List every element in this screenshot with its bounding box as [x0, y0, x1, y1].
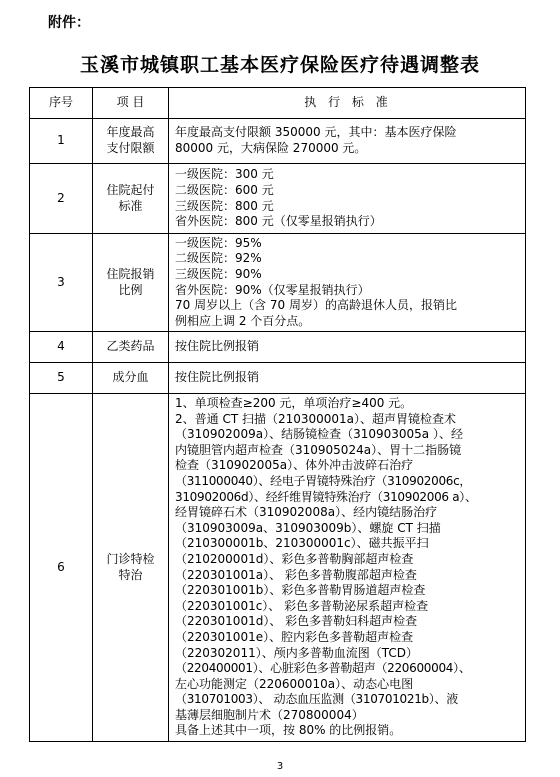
table-header-row — [30, 88, 526, 119]
row-item: 住院起付标准 — [106, 182, 155, 213]
header-item: 项 目 — [93, 88, 169, 119]
row-standard: 1、单项检查≥200 元，单项治疗≥400 元。 2、普通 CT 扫描（210300001a）、超声胃镜检查术 （310902009a）、结肠镜检查（310903005a ）、经 内镜胆管内超声检查（310905024a）、胃十二指肠镜 检查（310902005a）、体外冲击波碎石治疗 （311000040）、经电子胃镜特殊治疗（310902006c， 310902006d）、经纤维胃镜特殊治疗（310902006 a）、 经胃镜碎石术（310902008a）、经内镜结肠治疗 （310903009a、310903009b）、螺旋 CT 扫描 （210300001b、210300001c）、磁共振平扫 （210200001d）、彩色多普勒胸部超声检查 （220301001a）、 彩色多普勒腹部超声检查 （220301001b）、彩色多普勒胃肠道超声检查 （220301001c）、 彩色多普勒泌尿系超声检查 （220301001d）、 彩色多普勒妇科超声检查 （220301001e）、腔内彩色多普勒超声检查 （220302011）、颅内多普勒血流图（TCD） （220400001）、心脏彩色多普勒超声（220600004）、 左心功能测定（220600010a）、动态心电图 （310701003）、 动态血压监测（310701021b）、液 基薄层细胞制片术（270800004） 具备上述其中一项，按 80% 的比例报销。 — [169, 394, 526, 742]
row-item: 住院报销比例 — [106, 266, 155, 297]
header-standard: 执 行 标 准 — [169, 88, 526, 119]
table-row — [30, 164, 526, 234]
row-no: 3 — [30, 234, 93, 332]
row-standard: 一级医院：300 元 二级医院：600 元 三级医院：800 元 省外医院：800 元（仅零星报销执行） — [169, 164, 526, 234]
row-item: 成分血 — [93, 363, 169, 394]
row-item: 年度最高支付限额 — [106, 125, 155, 155]
row-no: 4 — [30, 332, 93, 363]
table-row — [30, 363, 526, 394]
row-no: 6 — [30, 394, 93, 742]
row-no: 2 — [30, 164, 93, 234]
table-row — [30, 394, 526, 742]
annex-label: 附件： — [48, 15, 90, 31]
row-standard: 一级医院：95% 二级医院：92% 三级医院：90% 省外医院：90%（仅零星报销执行） 70 周岁以上（含 70 周岁）的高龄退休人员，报销比 例相应上调 2 个百分点。 — [169, 234, 526, 332]
row-no: 5 — [30, 363, 93, 394]
table-row — [30, 119, 526, 164]
row-item: 门诊特检特治 — [106, 551, 155, 582]
header-no: 序号 — [30, 88, 93, 119]
table-row — [30, 234, 526, 332]
table-row — [30, 332, 526, 363]
row-standard: 按住院比例报销 — [169, 363, 526, 394]
row-item: 乙类药品 — [93, 332, 169, 363]
document-title: 玉溪市城镇职工基本医疗保险医疗待遇调整表 — [79, 54, 480, 76]
row-no: 1 — [30, 119, 93, 164]
row-standard: 按住院比例报销 — [169, 332, 526, 363]
page-number: 3 — [276, 761, 284, 772]
row-standard: 年度最高支付限额 350000 元，其中：基本医疗保险 80000 元，大病保险 270000 元。 — [169, 119, 526, 164]
benefits-table — [29, 87, 526, 742]
